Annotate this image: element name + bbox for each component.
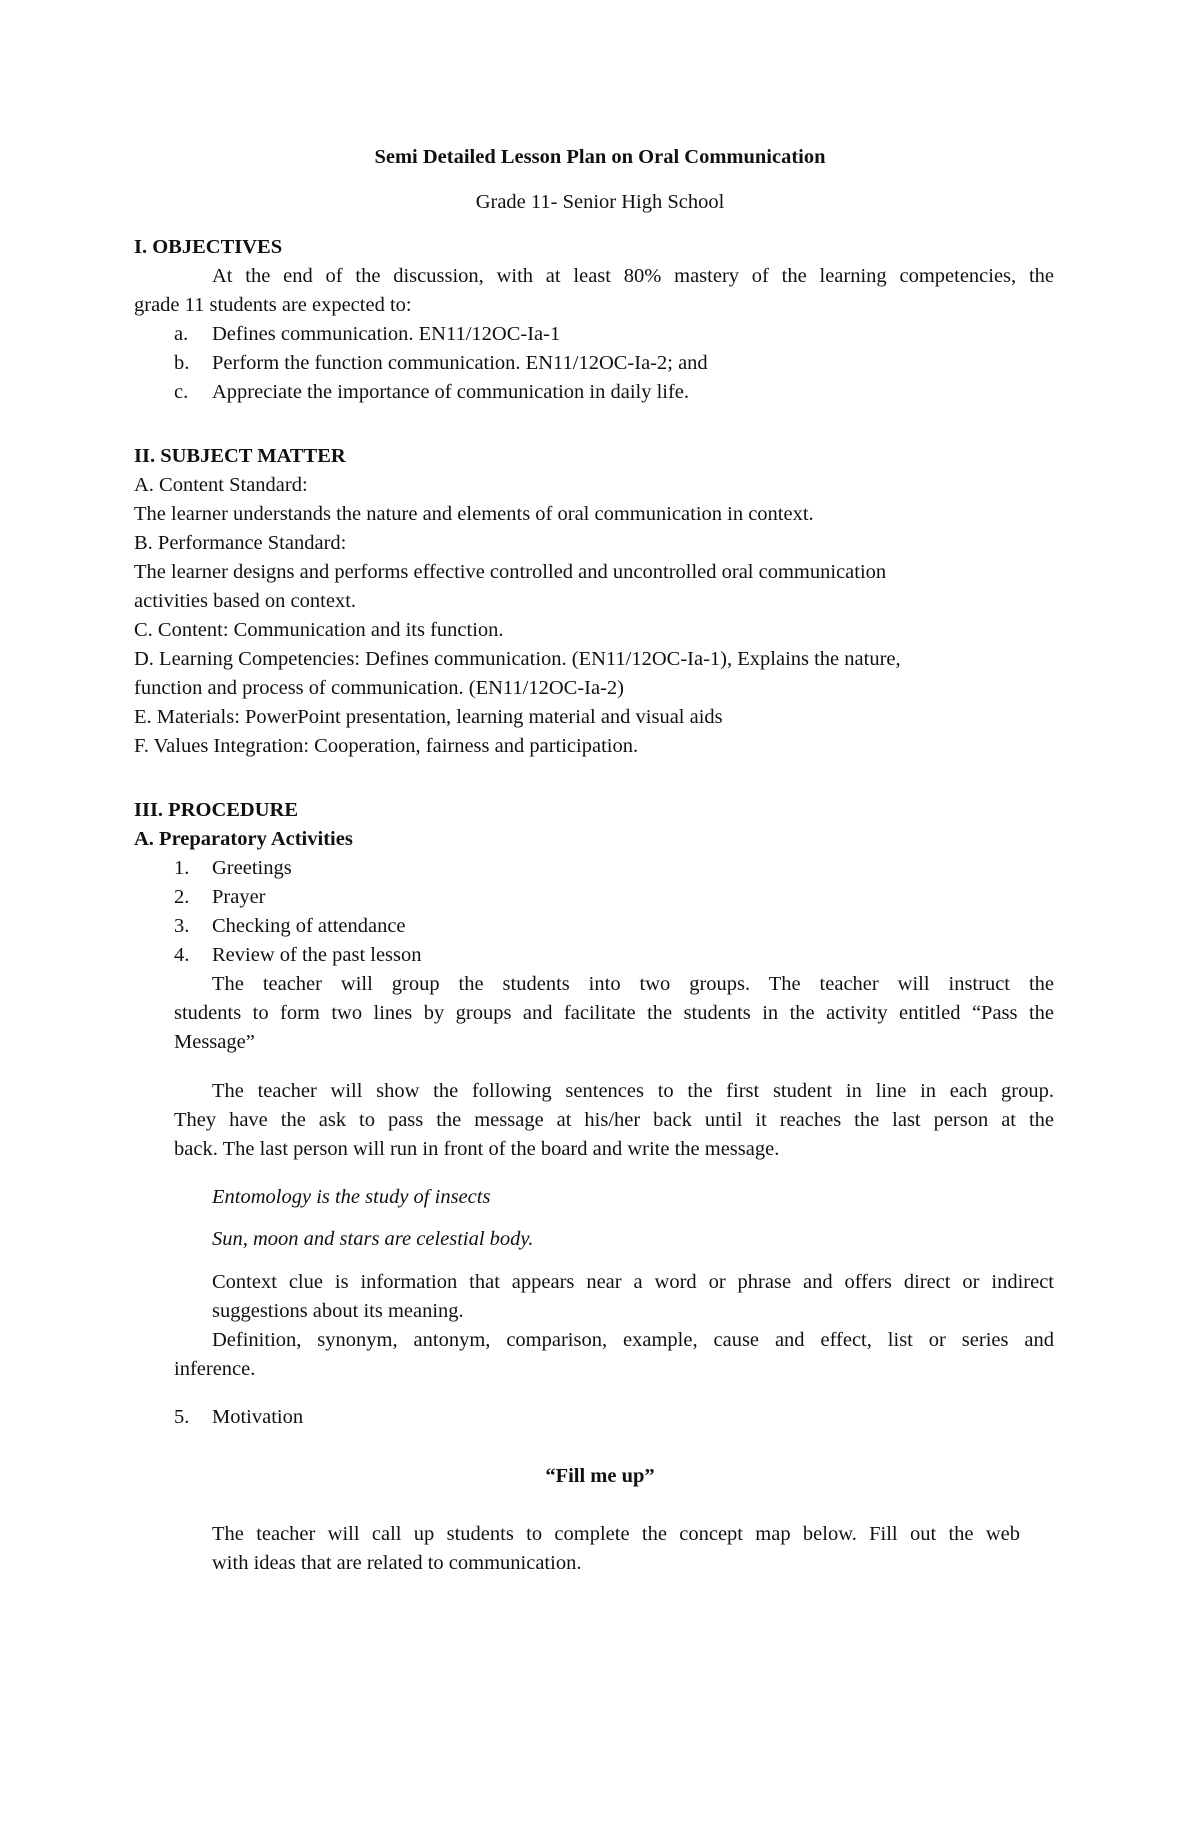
competencies-line-1: D. Learning Competencies: Defines communication. (EN11/12OC-Ia-1), Explains the nature, — [134, 648, 901, 670]
list-item-marker: 1. — [174, 857, 190, 879]
context-clue-types-line-2: inference. — [174, 1358, 256, 1380]
performance-standard-label: B. Performance Standard: — [134, 532, 347, 554]
activity-paragraph-1-line-3: Message” — [174, 1031, 255, 1053]
list-item-marker: a. — [174, 323, 189, 345]
activity-instruction-line-2: with ideas that are related to communication. — [212, 1552, 582, 1574]
list-item: Prayer — [212, 886, 266, 908]
performance-standard-line-2: activities based on context. — [134, 590, 357, 612]
list-item: Appreciate the importance of communication in daily life. — [212, 381, 690, 403]
motivation-label: Motivation — [212, 1406, 304, 1428]
document-title: Semi Detailed Lesson Plan on Oral Communication — [374, 146, 826, 168]
objectives-intro-line-1: At the end of the discussion, with at least 80% mastery of the learning competencies, the — [212, 265, 1054, 287]
content-standard-text: The learner understands the nature and elements of oral communication in context. — [134, 503, 814, 525]
list-item: Review of the past lesson — [212, 944, 422, 966]
values-line: F. Values Integration: Cooperation, fairness and participation. — [134, 735, 639, 757]
activity-title: “Fill me up” — [545, 1465, 655, 1487]
list-item-marker: 5. — [174, 1406, 190, 1428]
procedure-heading: III. PROCEDURE — [134, 799, 299, 821]
performance-standard-line-1: The learner designs and performs effective controlled and uncontrolled oral communication — [134, 561, 887, 583]
list-item-marker: 4. — [174, 944, 190, 966]
activity-paragraph-1-line-1: The teacher will group the students into two groups. The teacher will instruct the — [212, 973, 1054, 995]
content-standard-label: A. Content Standard: — [134, 474, 308, 496]
document-subtitle: Grade 11- Senior High School — [475, 191, 725, 213]
sample-sentence-1: Entomology is the study of insects — [212, 1186, 491, 1208]
materials-line: E. Materials: PowerPoint presentation, learning material and visual aids — [134, 706, 723, 728]
competencies-line-2: function and process of communication. (EN11/12OC-Ia-2) — [134, 677, 624, 699]
activity-paragraph-2-line-3: back. The last person will run in front of the board and write the message. — [174, 1138, 780, 1160]
list-item-marker: c. — [174, 381, 189, 403]
subject-matter-heading: II. SUBJECT MATTER — [134, 445, 346, 467]
list-item: Greetings — [212, 857, 292, 879]
context-clue-line-2: suggestions about its meaning. — [212, 1300, 464, 1322]
list-item-marker: b. — [174, 352, 190, 374]
preparatory-activities-heading: A. Preparatory Activities — [134, 828, 353, 850]
activity-paragraph-1-line-2: students to form two lines by groups and facilitate the students in the activity entitled “Pass the — [174, 1002, 1054, 1024]
activity-paragraph-2-line-2: They have the ask to pass the message at his/her back until it reaches the last person at the — [174, 1109, 1054, 1131]
activity-paragraph-2-line-1: The teacher will show the following sentences to the first student in line in each group. — [212, 1080, 1054, 1102]
list-item-marker: 3. — [174, 915, 190, 937]
objectives-heading: I. OBJECTIVES — [134, 236, 283, 258]
context-clue-types-line-1: Definition, synonym, antonym, comparison, example, cause and effect, list or series and — [212, 1329, 1054, 1351]
context-clue-line-1: Context clue is information that appears near a word or phrase and offers direct or indirect — [212, 1271, 1054, 1293]
list-item: Checking of attendance — [212, 915, 406, 937]
sample-sentence-2: Sun, moon and stars are celestial body. — [212, 1228, 534, 1250]
content-line: C. Content: Communication and its function. — [134, 619, 504, 641]
list-item-marker: 2. — [174, 886, 190, 908]
list-item: Perform the function communication. EN11/12OC-Ia-2; and — [212, 352, 708, 374]
activity-instruction-line-1: The teacher will call up students to complete the concept map below. Fill out the web — [212, 1523, 1020, 1545]
list-item: Defines communication. EN11/12OC-Ia-1 — [212, 323, 561, 345]
objectives-intro-line-2: grade 11 students are expected to: — [134, 294, 412, 316]
